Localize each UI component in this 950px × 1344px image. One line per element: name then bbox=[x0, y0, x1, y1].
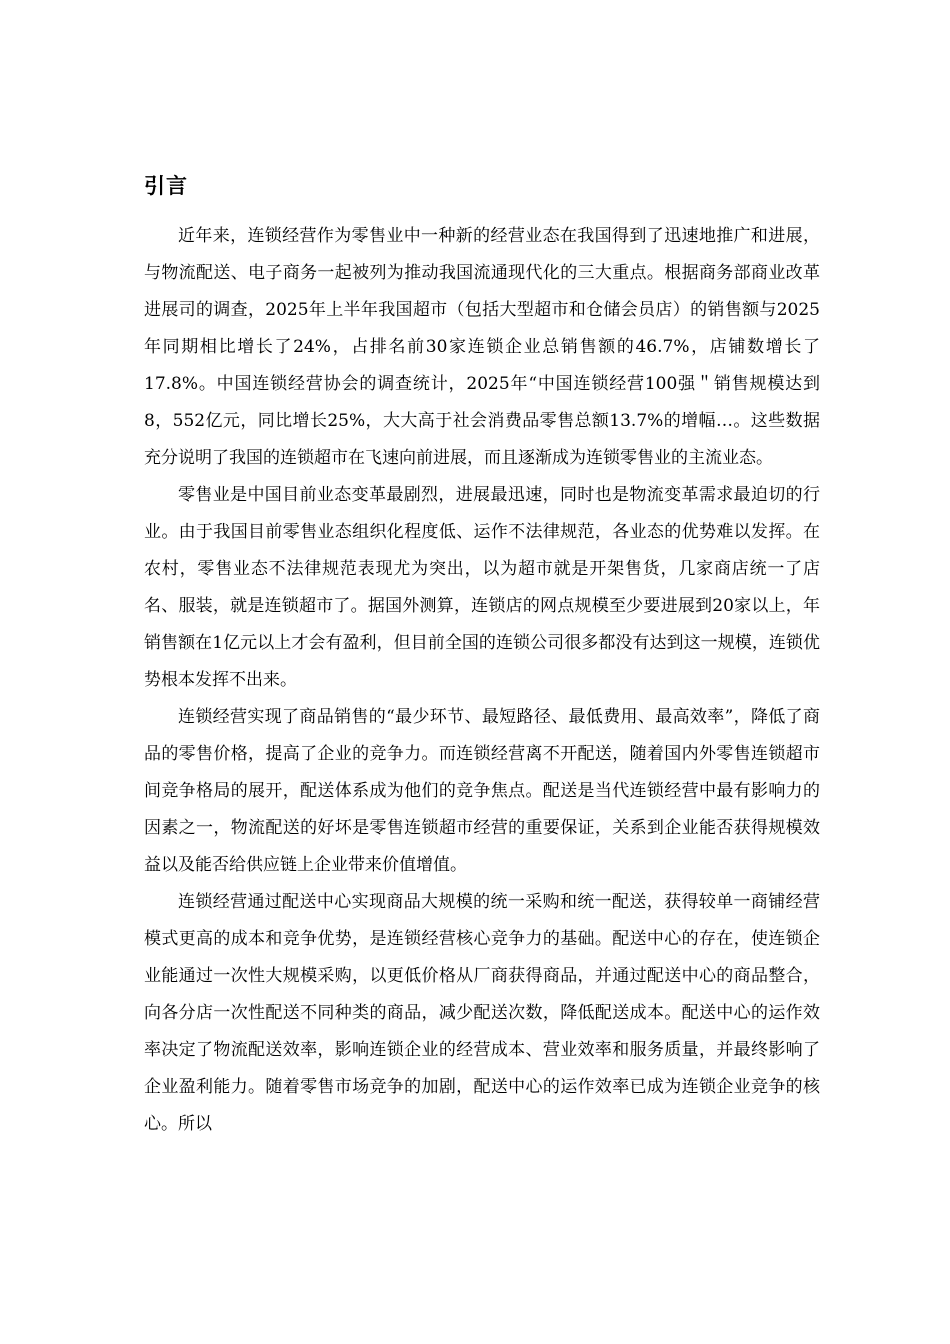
paragraph: 近年来，连锁经营作为零售业中一种新的经营业态在我国得到了迅速地推广和进展，与物流配送、电子商务一起被列为推动我国流通现代化的三大重点。根据商务部商业改革进展司的调查，2025年上半年我国超市（包括大型超市和仓储会员店）的销售额与2025年同期相比增长了24%，占排名前30家连锁企业总销售额的46.7%，店铺数增长了17.8%。中国连锁经营协会的调查统计，2025年“中国连锁经营100强＂销售规模达到8，552亿元，同比增长25%，大大高于社会消费品零售总额13.7%的增幅…。这些数据充分说明了我国的连锁超市在飞速向前进展，而且逐渐成为连锁零售业的主流业态。 bbox=[144, 226, 820, 468]
section-heading: 引言 bbox=[144, 174, 188, 198]
document-body bbox=[144, 168, 820, 1143]
paragraph: 连锁经营实现了商品销售的“最少环节、最短路径、最低费用、最高效率”，降低了商品的零售价格，提高了企业的竞争力。而连锁经营离不开配送，随着国内外零售连锁超市间竞争格局的展开，配送体系成为他们的竞争焦点。配送是当代连锁经营中最有影响力的因素之一，物流配送的好坏是零售连锁超市经营的重要保证，关系到企业能否获得规模效益以及能否给供应链上企业带来价值增值。 bbox=[144, 707, 820, 875]
paragraph: 连锁经营通过配送中心实现商品大规模的统一采购和统一配送，获得较单一商铺经营模式更高的成本和竞争优势，是连锁经营核心竞争力的基础。配送中心的存在，使连锁企业能通过一次性大规模采购，以更低价格从厂商获得商品，并通过配送中心的商品整合，向各分店一次性配送不同种类的商品，减少配送次数，降低配送成本。配送中心的运作效率决定了物流配送效率，影响连锁企业的经营成本、营业效率和服务质量，并最终影响了企业盈利能力。随着零售市场竞争的加剧，配送中心的运作效率已成为连锁企业竞争的核心。所以 bbox=[144, 892, 820, 1134]
paragraph: 零售业是中国目前业态变革最剧烈，进展最迅速，同时也是物流变革需求最迫切的行业。由于我国目前零售业态组织化程度低、运作不法律规范，各业态的优势难以发挥。在农村，零售业态不法律规范表现尤为突出，以为超市就是开架售货，几家商店统一了店名、服装，就是连锁超市了。据国外测算，连锁店的网点规模至少要进展到20家以上，年销售额在1亿元以上才会有盈利，但目前全国的连锁公司很多都没有达到这一规模，连锁优势根本发挥不出来。 bbox=[144, 485, 820, 690]
